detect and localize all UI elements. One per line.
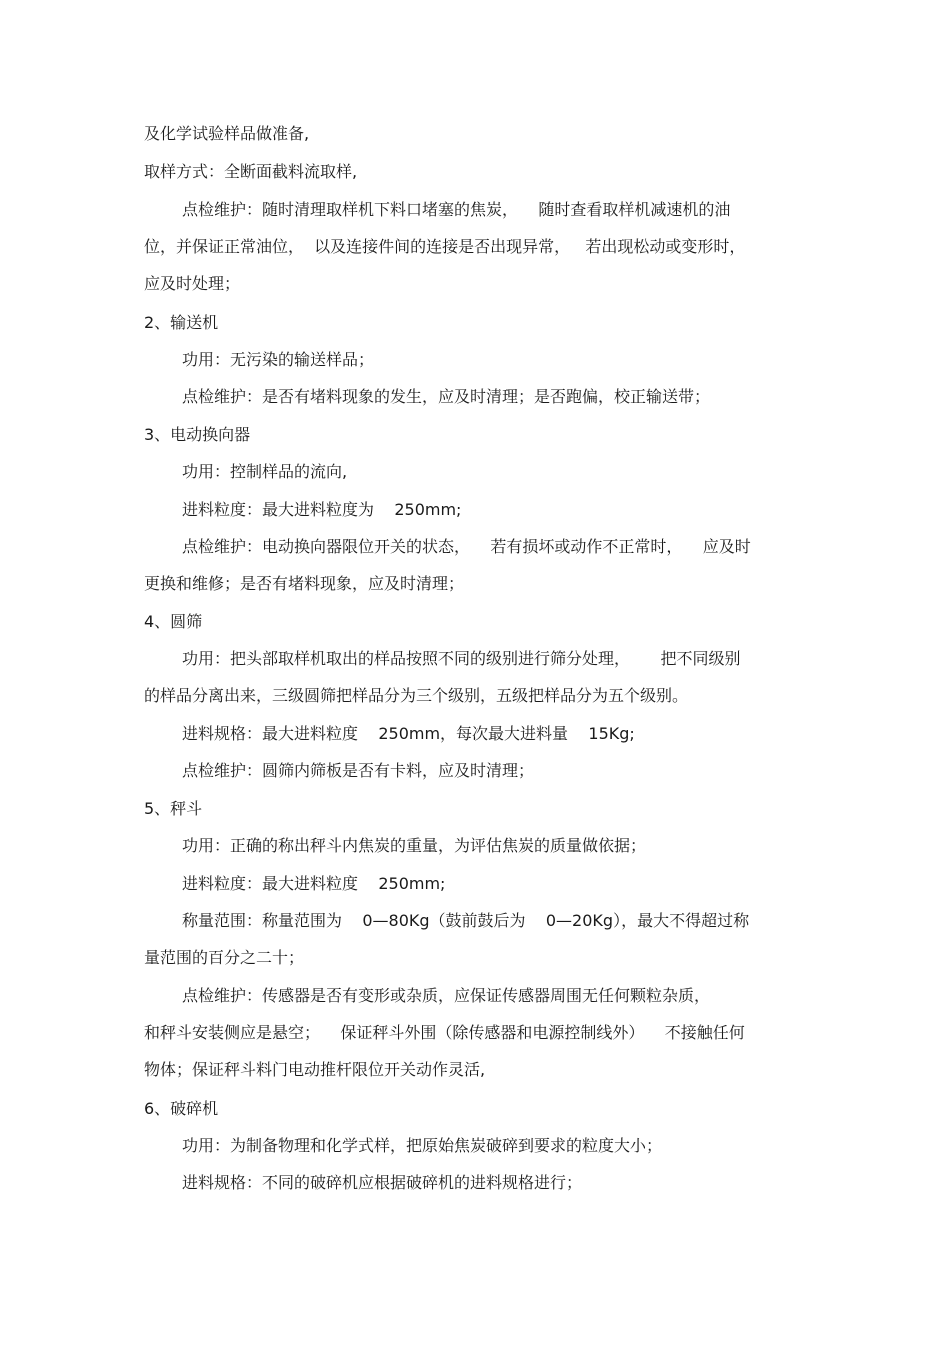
text-line: 进料规格：最大进料粒度 250mm，每次最大进料量 15Kg; xyxy=(182,724,635,743)
section-heading: 3、电动换向器 xyxy=(144,425,251,444)
text-line: 和秤斗安装侧应是悬空； 保证秤斗外围（除传感器和电源控制线外） 不接触任何 xyxy=(144,1023,745,1042)
section-heading: 2、输送机 xyxy=(144,313,219,332)
text-line: 功用：为制备物理和化学式样，把原始焦炭破碎到要求的粒度大小； xyxy=(182,1136,663,1155)
text-line: 功用：把头部取样机取出的样品按照不同的级别进行筛分处理， 把不同级别 xyxy=(182,649,741,668)
text-line: 点检维护：传感器是否有变形或杂质，应保证传感器周围无任何颗粒杂质， xyxy=(182,986,711,1005)
text-line: 应及时处理； xyxy=(144,274,241,293)
text-line: 及化学试验样品做准备, xyxy=(144,124,310,143)
section-heading: 4、圆筛 xyxy=(144,612,203,631)
text-line: 功用：正确的称出秤斗内焦炭的重量，为评估焦炭的质量做依据； xyxy=(182,836,647,855)
text-line: 更换和维修；是否有堵料现象，应及时清理； xyxy=(144,574,465,593)
section-heading: 5、秤斗 xyxy=(144,799,203,818)
text-line: 功用：控制样品的流向, xyxy=(182,462,348,481)
text-line: 量范围的百分之二十； xyxy=(144,948,305,967)
text-line: 位，并保证正常油位， 以及连接件间的连接是否出现异常， 若出现松动或变形时， xyxy=(144,237,746,256)
text-line: 称量范围：称量范围为 0—80Kg（鼓前鼓后为 0—20Kg），最大不得超过称 xyxy=(182,911,750,930)
text-line: 取样方式：全断面截料流取样, xyxy=(144,162,358,181)
text-line: 进料粒度：最大进料粒度 250mm; xyxy=(182,874,446,893)
text-line: 点检维护：圆筛内筛板是否有卡料，应及时清理； xyxy=(182,761,535,780)
text-line: 物体；保证秤斗料门电动推杆限位开关动作灵活, xyxy=(144,1060,486,1079)
text-line: 功用：无污染的输送样品； xyxy=(182,350,375,369)
text-line: 点检维护：是否有堵料现象的发生，应及时清理；是否跑偏，校正输送带； xyxy=(182,387,711,406)
text-line: 进料粒度：最大进料粒度为 250mm; xyxy=(182,500,462,519)
text-line: 的样品分离出来，三级圆筛把样品分为三个级别，五级把样品分为五个级别。 xyxy=(144,686,689,705)
text-line: 进料规格：不同的破碎机应根据破碎机的进料规格进行； xyxy=(182,1173,583,1192)
text-line: 点检维护：电动换向器限位开关的状态， 若有损坏或动作不正常时， 应及时 xyxy=(182,537,751,556)
section-heading: 6、破碎机 xyxy=(144,1099,219,1118)
text-line: 点检维护：随时清理取样机下料口堵塞的焦炭， 随时查看取样机减速机的油 xyxy=(182,200,731,219)
